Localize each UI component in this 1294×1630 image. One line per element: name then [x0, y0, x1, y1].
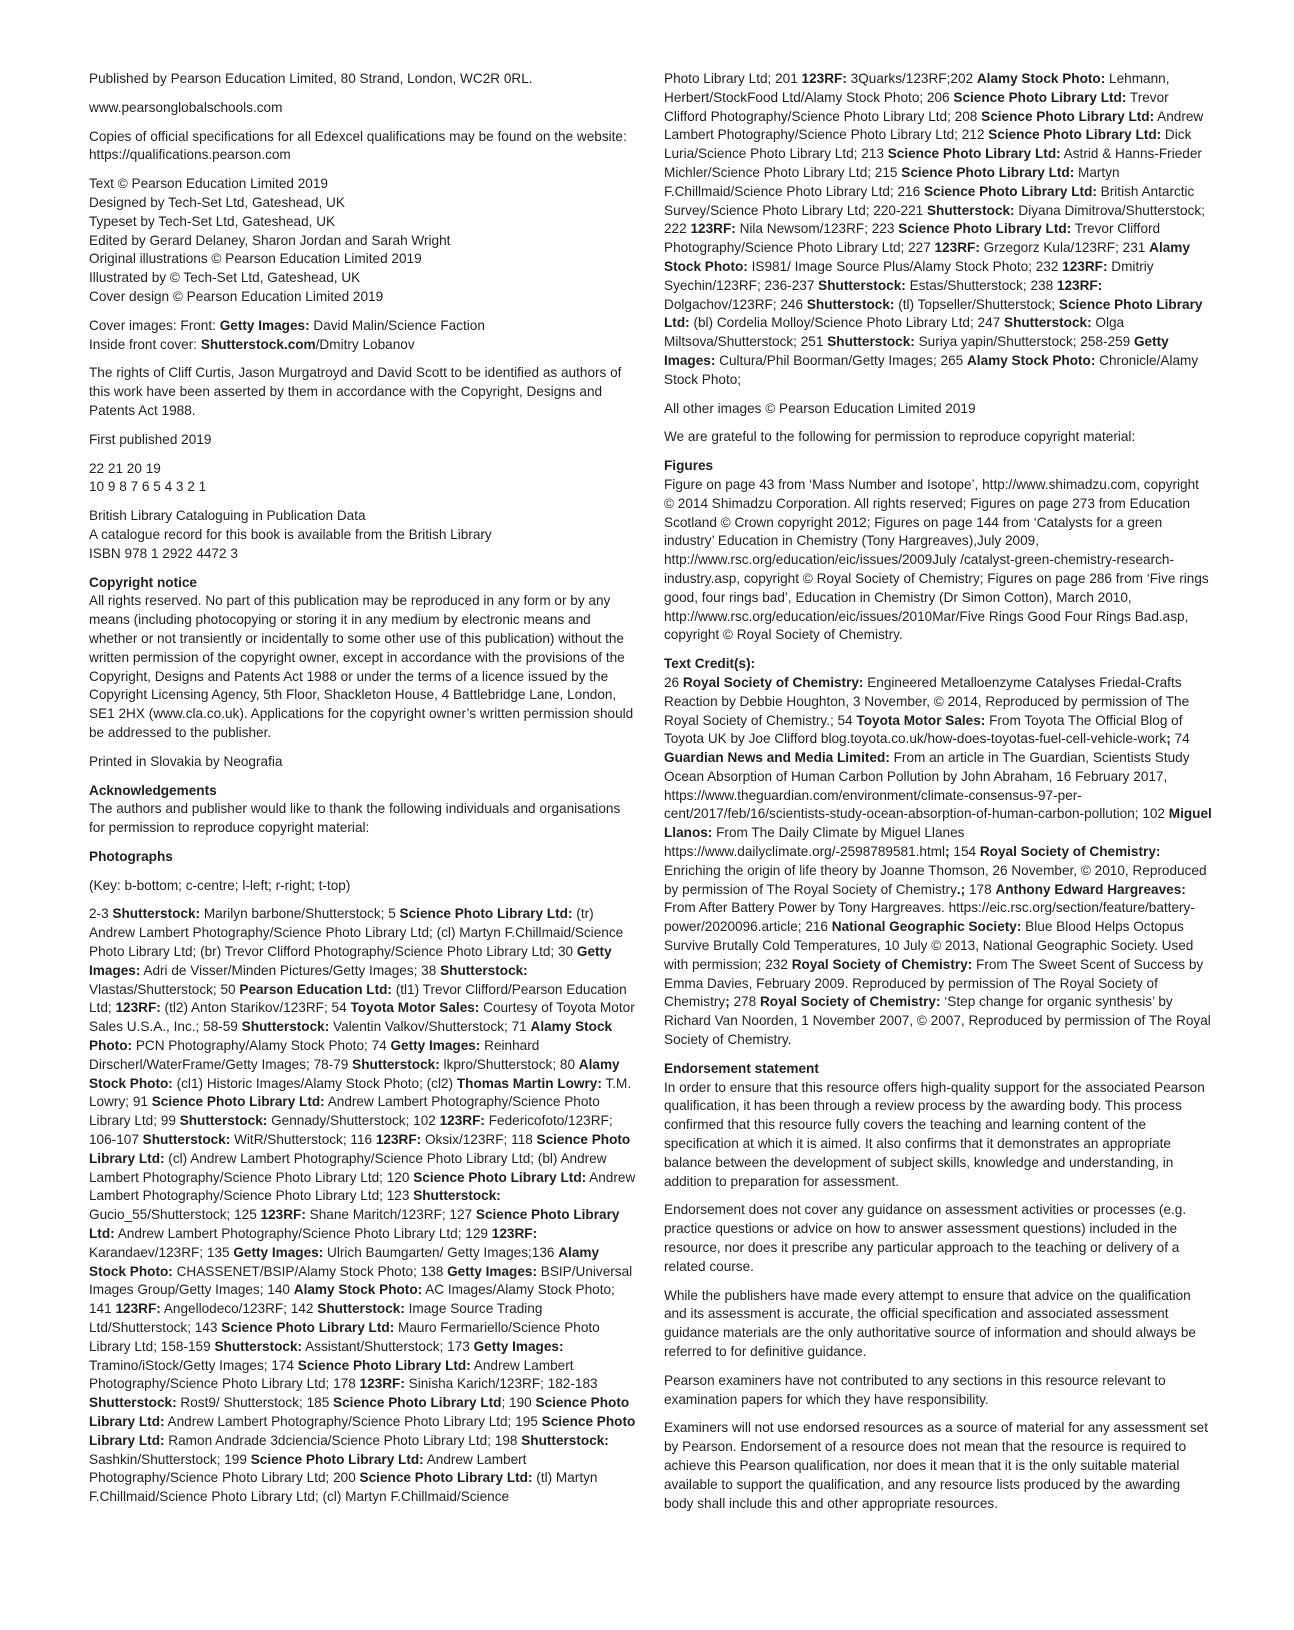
credit-source: Shutterstock:	[926, 202, 1015, 218]
credit-source: Shutterstock:	[241, 1019, 330, 1035]
credit-source: Alamy Stock Photo:	[293, 1282, 423, 1298]
credit-source: Science Photo Library Ltd:	[89, 1414, 636, 1448]
credit-source: Alamy Stock Photo:	[976, 71, 1106, 86]
cataloguing-data	[89, 507, 637, 563]
website-line: www.pearsonglobalschools.com	[89, 99, 283, 115]
credit-source: Shutterstock:	[142, 1132, 231, 1148]
authors-rights: The rights of Cliff Curtis, Jason Murgatroyd and David Scott to be identified as authors of this work have been asserted by them in accordance with the Copyright, Designs and Patents Act 1988.	[89, 365, 622, 418]
credit-source: Toyota Motor Sales:	[350, 1000, 480, 1016]
credit-source: Science Photo Library Ltd:	[413, 1169, 587, 1185]
credit-text: 278	[729, 994, 760, 1010]
credit-text: Angellodeco/123RF; 142	[160, 1301, 318, 1317]
endorsement-paragraph: Examiners will not use endorsed resources as a source of material for any assessment set by Pearson. Endorsement of a resource does not mean that the resource is required to achieve this Pearson qualification, nor does it mean that it is the only suitable material available to support the qualification, and any resource lists produced by the awarding body shall include this and other appropriate resources.	[664, 1420, 1208, 1511]
credit-source: Shutterstock:	[818, 277, 906, 293]
credit-text: Rost9/ Shutterstock; 185	[176, 1395, 334, 1411]
right-column	[664, 70, 1212, 1513]
credit-text: (tl1) Trevor Clifford/Pearson Education Ltd;	[89, 981, 627, 1016]
credit-source: Shutterstock:	[214, 1338, 303, 1354]
credit-text: 154	[949, 844, 980, 860]
credit-text: Trevor Clifford Photography/Science Photo Library Ltd; 227	[664, 221, 1161, 256]
credit-source: Getty Images:	[664, 334, 1169, 368]
endorsement-paragraph: In order to ensure that this resource offers high-quality support for the associated Pearson qualification, it has been through a review process by the awarding body. This process confirmed that this resource fully covers the teaching and learning content of the specification at which it is aimed. It also confirms that it demonstrates an appropriate balance between the development of subject skills, knowledge and understanding, in addition to preparation for assessment.	[664, 1079, 1205, 1189]
credit-text: From The Daily Climate by Miguel Llanes https://www.dailyclimate.org/-2598789581.html	[664, 825, 965, 860]
credit-source: 123RF:	[1056, 277, 1103, 293]
endorsement-section	[664, 1060, 1212, 1192]
credit-text: From Toyota The Official Blog of Toyota UK by Joe Clifford blog.toyota.co.uk/how-does-toyotas-fuel-cell-vehicle-work	[664, 712, 1183, 747]
credit-source: Science Photo Library Ltd:	[399, 906, 573, 922]
acknowledgements-heading: Acknowledgements	[89, 782, 217, 798]
credit-source: Science Photo Library Ltd:	[221, 1320, 395, 1336]
credit-text: Valentin Valkov/Shutterstock; 71	[329, 1019, 531, 1035]
credit-text: From After Battery Power by Tony Hargreaves. https://eic.rsc.org/section/feature/battery-power/2020096.article; 216	[664, 900, 1195, 935]
credit-line: Text © Pearson Education Limited 2019	[89, 176, 328, 192]
credit-source: Shutterstock:	[806, 296, 895, 312]
credit-source: Shutterstock:	[440, 962, 528, 978]
isbn: ISBN 978 1 2922 4472 3	[89, 545, 238, 561]
credit-text: Dolgachov/123RF; 246	[664, 296, 807, 312]
credit-text: Grzegorz Kula/123RF; 231	[979, 240, 1150, 256]
credit-source: Getty Images:	[89, 944, 612, 978]
credit-text: Cultura/Phil Boorman/Getty Images; 265	[715, 352, 967, 368]
credit-source: .;	[956, 881, 966, 897]
permission-thanks: We are grateful to the following for permission to reproduce copyright material:	[664, 429, 1136, 445]
text-credits	[664, 674, 1212, 1050]
first-published: First published 2019	[89, 431, 212, 447]
cover-inside-line	[89, 336, 637, 355]
credit-text: T.M. Lowry; 91	[89, 1075, 632, 1110]
credit-text: Andrew Lambert Photography/Science Photo Library Ltd; 178	[89, 1357, 574, 1392]
credit-text: Lehmann, Herbert/StockFood Ltd/Alamy Stock Photo; 206	[664, 71, 1170, 105]
credit-text: Chronicle/Alamy Stock Photo;	[664, 352, 1199, 387]
credit-source: Shutterstock:	[89, 1395, 177, 1411]
text-credits-heading: Text Credit(s):	[664, 656, 756, 672]
credit-text: Oksix/123RF; 118	[421, 1132, 537, 1148]
credit-text: (tl) Topseller/Shutterstock;	[894, 296, 1059, 312]
credit-text: Suriya yapin/Shutterstock; 258-259	[914, 334, 1134, 350]
photo-credits	[89, 905, 637, 1507]
credit-text: Image Source Trading Ltd/Shutterstock; 143	[89, 1301, 543, 1336]
credit-text: Sinisha Karich/123RF; 182-183	[404, 1376, 598, 1392]
production-credits	[89, 175, 637, 307]
credit-source: ;	[725, 994, 730, 1010]
credit-text: Federicofoto/123RF; 106-107	[89, 1113, 613, 1148]
credit-text: (tr) Andrew Lambert Photography/Science Photo Library Ltd; (cl) Martyn F.Chillmaid/Science Photo Library Ltd; (br) Trevor Clifford Photography/Science Photo Library Ltd; 30	[89, 906, 624, 960]
credit-source: 123RF:	[801, 71, 847, 86]
credit-source: Miguel Llanos:	[664, 806, 1212, 841]
credit-source: Science Photo Library Ltd:	[901, 164, 1075, 180]
acknowledgements	[89, 782, 637, 838]
credit-text: Andrew Lambert Photography/Science Photo Library Ltd; 123	[89, 1169, 636, 1204]
endorsement-paragraph: Endorsement does not cover any guidance on assessment activities or processes (e.g. practice questions or advice on how to answer assessment questions) included in the resource, nor does it prescribe any particular approach to the teaching or delivery of a related course.	[664, 1202, 1187, 1274]
credit-text: (bl) Cordelia Molloy/Science Photo Library Ltd; 247	[689, 315, 1004, 331]
text-credits-section	[664, 655, 1212, 1050]
credit-line: Cover design © Pearson Education Limited 2019	[89, 288, 384, 304]
photographs-heading: Photographs	[89, 848, 173, 864]
printed-in: Printed in Slovakia by Neografia	[89, 753, 283, 769]
credit-source: 123RF:	[115, 1301, 161, 1317]
print-run-numbers	[89, 460, 637, 498]
credit-text: Andrew Lambert Photography/Science Photo Library Ltd; 195	[164, 1414, 542, 1429]
credit-text: Trevor Clifford Photography/Science Photo Library Ltd; 208	[664, 89, 1169, 124]
credit-text: Engineered Metalloenzyme Catalyses Friedal-Crafts Reaction by Debbie Houghton, 3 November, © 2014, Reproduced by permission of The Royal Society of Chemistry.; 54	[664, 674, 1190, 728]
credit-text: Karandaev/123RF; 135	[89, 1244, 234, 1260]
cover-front-credit: David Malin/Science Faction	[309, 317, 485, 333]
credit-source: Getty Images:	[447, 1263, 537, 1279]
credit-source: 123RF:	[491, 1226, 538, 1242]
cataloguing-note: A catalogue record for this book is available from the British Library	[89, 526, 492, 542]
credit-source: Science Photo Library Ltd:	[151, 1094, 325, 1110]
credit-text: IS981/ Image Source Plus/Alamy Stock Photo; 232	[747, 258, 1063, 274]
credit-text: ‘Step change for organic synthesis’ by Richard Van Noorden, 1 November 2007, © 2007, Reproduced by permission of The Royal Society of Chemistry.	[664, 994, 1211, 1048]
credit-text: Andrew Lambert Photography/Science Photo Library Ltd; 200	[89, 1451, 527, 1486]
credit-source: Science Photo Library Ltd:	[953, 89, 1127, 105]
credit-text: Diyana Dimitrova/Shutterstock; 222	[664, 202, 1205, 237]
credit-source: Shutterstock:	[112, 906, 201, 922]
credit-source: Shutterstock:	[521, 1432, 609, 1448]
cover-front-line	[89, 317, 637, 336]
credit-text: (cl1) Historic Images/Alamy Stock Photo; (cl2)	[172, 1075, 457, 1091]
credit-text: (tl2) Anton Starikov/123RF; 54	[160, 1000, 351, 1016]
credit-source: Shutterstock:	[827, 334, 915, 350]
copyright-heading: Copyright notice	[89, 574, 197, 590]
credit-source: Science Photo Library Ltd:	[89, 1395, 630, 1429]
credit-source: Shutterstock:	[179, 1113, 268, 1129]
cover-front-prefix: Cover images: Front:	[89, 317, 220, 333]
credit-source: Alamy Stock Photo:	[89, 1244, 600, 1279]
left-column	[89, 70, 637, 1507]
credit-source: Getty Images:	[390, 1038, 481, 1054]
credit-source: Guardian News and Media Limited:	[664, 750, 890, 766]
credit-text: 3Quarks/123RF;202	[846, 71, 977, 86]
cover-front-source: Getty Images:	[219, 317, 310, 333]
copyright-text: All rights reserved. No part of this publication may be reproduced in any form or by any means (including photocopying or storing it in any medium by electronic means and whether or not transiently or incidentally to some other use of this publication) without the written permission of the copyright owner, except in accordance with the provisions of the Copyright, Designs and Patents Act 1988 or under the terms of a licence issued by the Copyright Licensing Agency, 5th Floor, Shackleton House, 4 Battlebridge Lane, London, SE1 2HX (www.cla.co.uk). Applications for the copyright owner’s written permission should be addressed to the publisher.	[89, 593, 634, 740]
credit-source: Science Photo Library Ltd:	[250, 1451, 424, 1467]
credit-text: Andrew Lambert Photography/Science Photo Library Ltd; 129	[114, 1226, 492, 1242]
credit-text: WitR/Shutterstock; 116	[230, 1132, 376, 1148]
credit-text: Olga Miltsova/Shutterstock; 251	[664, 315, 1125, 350]
credit-text: Courtesy of Toyota Motor Sales U.S.A., Inc.; 58-59	[89, 1000, 635, 1035]
figures-heading: Figures	[664, 458, 714, 474]
credit-source: Alamy Stock Photo:	[664, 240, 1190, 274]
credit-text: Shane Maritch/123RF; 127	[305, 1207, 476, 1223]
credit-line: Edited by Gerard Delaney, Sharon Jordan and Sarah Wright	[89, 232, 451, 248]
credit-source: Science Photo Library Ltd:	[89, 1132, 631, 1166]
credit-line: Illustrated by © Tech-Set Ltd, Gateshead, UK	[89, 270, 361, 286]
credit-text: Adri de Visser/Minden Pictures/Getty Images; 38	[140, 962, 441, 978]
credit-source: Shutterstock:	[1004, 315, 1092, 331]
credit-text: Ulrich Baumgarten/ Getty Images;136	[323, 1244, 559, 1260]
credit-text: Dick Luria/Science Photo Library Ltd; 213	[664, 127, 1192, 162]
cataloguing-title: British Library Cataloguing in Publication Data	[89, 508, 366, 524]
credit-text: 26	[664, 674, 683, 690]
credit-source: 123RF:	[934, 240, 980, 256]
credit-text: Andrew Lambert Photography/Science Photo Library Ltd; 99	[89, 1094, 600, 1129]
credit-text: Blue Blood Helps Octopus Survive Brutally Cold Temperatures, 10 July © 2013, National Geographic Society. Used with permission; 232	[664, 919, 1194, 972]
credit-source: Thomas Martin Lowry:	[456, 1075, 602, 1091]
credit-text: PCN Photography/Alamy Stock Photo; 74	[132, 1038, 391, 1054]
credit-text: Photo Library Ltd; 201	[664, 71, 802, 86]
figures-section	[664, 457, 1212, 645]
credit-text: (tl) Martyn F.Chillmaid/Science Photo Library Ltd; (cl) Martyn F.Chillmaid/Science	[89, 1470, 598, 1505]
credit-source: Science Photo Library Ltd:	[887, 146, 1061, 162]
credit-text: Sashkin/Shutterstock; 199	[89, 1451, 251, 1467]
credit-text: Mauro Fermariello/Science Photo Library Ltd; 158-159	[89, 1320, 600, 1354]
credit-source: Alamy Stock Photo:	[966, 352, 1096, 368]
credit-text: Vlastas/Shutterstock; 50	[89, 981, 240, 997]
credit-source: Science Photo Library Ltd:	[359, 1470, 533, 1486]
credit-source: Shutterstock:	[317, 1301, 405, 1317]
credit-line: Typeset by Tech-Set Ltd, Gateshead, UK	[89, 213, 336, 229]
credit-source: Science Photo Library Ltd:	[988, 127, 1162, 143]
credit-source: Getty Images:	[473, 1338, 564, 1354]
credit-source: Science Photo Library Ltd:	[664, 296, 1203, 331]
credit-text: Estas/Shutterstock; 238	[905, 277, 1057, 293]
credit-source: Royal Society of Chemistry:	[682, 674, 864, 690]
photo-credits-continued	[664, 70, 1212, 390]
cover-inside-credit: /Dmitry Lobanov	[315, 336, 415, 352]
credit-source: Royal Society of Chemistry:	[791, 956, 973, 972]
credit-text: Gennady/Shutterstock; 102	[267, 1113, 440, 1129]
credit-text: lkpro/Shutterstock; 80	[439, 1056, 579, 1072]
credit-text: 2-3	[89, 906, 113, 922]
credit-source: 123RF:	[260, 1207, 306, 1223]
credit-text: From The Sweet Scent of Success by Emma Davies, February 2009. Reproduced by permission of The Royal Society of Chemistry	[664, 956, 1204, 1010]
credit-source: 123RF:	[375, 1132, 422, 1148]
credit-text: Andrew Lambert Photography/Science Photo Library Ltd; 212	[664, 108, 1204, 143]
credit-text: From an article in The Guardian, Scientists Study Ocean Absorption of Human Carbon Pollution by John Abraham, 16 February 2017, https://www.theguardian.com/environment/climate-consensus-97-per-cent/2017/feb/16/scientists-study-ocean-absorption-of-human-carbon-pollution; 102	[664, 750, 1190, 822]
cover-inside-source: Shutterstock.com	[200, 336, 316, 352]
credit-text: Dmitriy Syechin/123RF; 236-237	[664, 258, 1154, 293]
endorsement-paragraph: While the publishers have made every attempt to ensure that advice on the qualification and its assessment is accurate, the official specification and associated assessment guidance materials are the only authoritative source of information and should always be referred to for definitive guidance.	[664, 1287, 1196, 1359]
credit-text: Assistant/Shutterstock; 173	[302, 1338, 474, 1354]
credit-source: Science Photo Library Ltd	[333, 1395, 502, 1411]
credit-source: Science Photo Library Ltd:	[981, 108, 1155, 124]
credit-text: AC Images/Alamy Stock Photo; 141	[89, 1282, 615, 1317]
credit-source: Getty Images:	[233, 1244, 324, 1260]
credit-text: (cl) Andrew Lambert Photography/Science Photo Library Ltd; (bl) Andrew Lambert Photography/Science Photo Library Ltd; 120	[89, 1150, 607, 1185]
credit-source: Royal Society of Chemistry:	[759, 994, 941, 1010]
credit-text: Gucio_55/Shutterstock; 125	[89, 1207, 261, 1223]
credit-text: CHASSENET/BSIP/Alamy Stock Photo; 138	[172, 1263, 448, 1279]
credit-source: Shutterstock:	[352, 1056, 440, 1072]
credit-text: Nila Newsom/123RF; 223	[735, 221, 899, 237]
credit-text: 74	[1170, 731, 1190, 747]
credit-text: Reinhard Dirscherl/WaterFrame/Getty Images; 78-79	[89, 1038, 540, 1072]
credit-source: Alamy Stock Photo:	[89, 1056, 620, 1091]
credit-line: Original illustrations © Pearson Education Limited 2019	[89, 251, 422, 267]
copyright-notice	[89, 574, 637, 743]
credit-source: Science Photo Library Ltd:	[89, 1207, 620, 1242]
specifications-note: Copies of official specifications for all Edexcel qualifications may be found on the website: https://qualifications.pearson.com	[89, 128, 627, 163]
credit-text: Tramino/iStock/Getty Images; 174	[89, 1357, 298, 1373]
print-impressions: 10 9 8 7 6 5 4 3 2 1	[89, 479, 207, 495]
credit-source: 123RF:	[690, 221, 736, 237]
acknowledgements-text: The authors and publisher would like to thank the following individuals and organisations for permission to reproduce copyright material:	[89, 801, 621, 836]
credit-text: Martyn F.Chillmaid/Science Photo Library Ltd; 216	[664, 164, 1120, 199]
credit-source: 123RF:	[1062, 258, 1108, 274]
credit-source: 123RF:	[115, 1000, 161, 1016]
endorsement-heading: Endorsement statement	[664, 1060, 819, 1076]
print-years: 22 21 20 19	[89, 460, 161, 476]
figures-text: Figure on page 43 from ‘Mass Number and Isotope’, http://www.shimadzu.com, copyright © 2014 Shimadzu Corporation. All rights reserved; Figures on page 273 from Education Scotland © Crown copyright 2012; Figures on page 144 from ‘Catalysts for a green industry’ Education in Chemistry (Tony Hargreaves),July 2009, http://www.rsc.org/education/eic/issues/2009July /catalyst-green-chemistry-research-industry.asp, copyright © Royal Society of Chemistry; Figures on page 286 from ‘Five rings good, four rings bad’, Education in Chemistry (Dr Simon Cotton), March 2010, http://www.rsc.org/education/eic/issues/2010Mar/Five Rings Good Four Rings Bad.asp, copyright © Royal Society of Chemistry.	[664, 476, 1209, 643]
credit-source: Royal Society of Chemistry:	[979, 844, 1161, 860]
cover-images	[89, 317, 637, 355]
position-key: (Key: b-bottom; c-centre; l-left; r-right; t-top)	[89, 877, 351, 893]
credit-source: ;	[945, 844, 950, 860]
credit-text: Enriching the origin of life theory by Joanne Thomson, 26 November, © 2010, Reproduced by permission of The Royal Society of Chemistry	[664, 862, 1207, 897]
credit-source: Science Photo Library Ltd:	[923, 183, 1097, 199]
other-images-note: All other images © Pearson Education Limited 2019	[664, 400, 976, 416]
credit-source: ;	[1166, 731, 1171, 747]
credit-source: Pearson Education Ltd:	[239, 981, 392, 997]
credit-source: National Geographic Society:	[831, 919, 1022, 935]
credit-source: Science Photo Library Ltd:	[297, 1357, 471, 1373]
credit-source: Toyota Motor Sales:	[856, 712, 986, 728]
credit-source: Science Photo Library Ltd:	[898, 221, 1072, 237]
credit-text: ; 190	[501, 1395, 536, 1411]
credit-text: British Antarctic Survey/Science Photo Library Ltd; 220-221	[664, 183, 1195, 218]
credit-line: Designed by Tech-Set Ltd, Gateshead, UK	[89, 194, 345, 210]
credit-source: 123RF:	[359, 1376, 405, 1392]
credit-text: 178	[965, 881, 996, 897]
credit-text: Ramon Andrade 3dciencia/Science Photo Library Ltd; 198	[164, 1432, 522, 1448]
endorsement-paragraph: Pearson examiners have not contributed to any sections in this resource relevant to examination papers for which they have responsibility.	[664, 1372, 1166, 1407]
credit-source: Shutterstock:	[413, 1188, 501, 1204]
credit-source: Anthony Edward Hargreaves:	[995, 881, 1186, 897]
credit-text: Marilyn barbone/Shutterstock; 5	[200, 906, 400, 922]
publisher-line: Published by Pearson Education Limited, 80 Strand, London, WC2R 0RL.	[89, 71, 533, 86]
credit-source: Alamy Stock Photo:	[89, 1019, 613, 1054]
credit-text: BSIP/Universal Images Group/Getty Images; 140	[89, 1263, 633, 1298]
credit-text: Astrid & Hanns-Frieder Michler/Science Photo Library Ltd; 215	[664, 146, 1202, 180]
cover-inside-prefix: Inside front cover:	[89, 336, 201, 352]
credit-source: 123RF:	[439, 1113, 485, 1129]
